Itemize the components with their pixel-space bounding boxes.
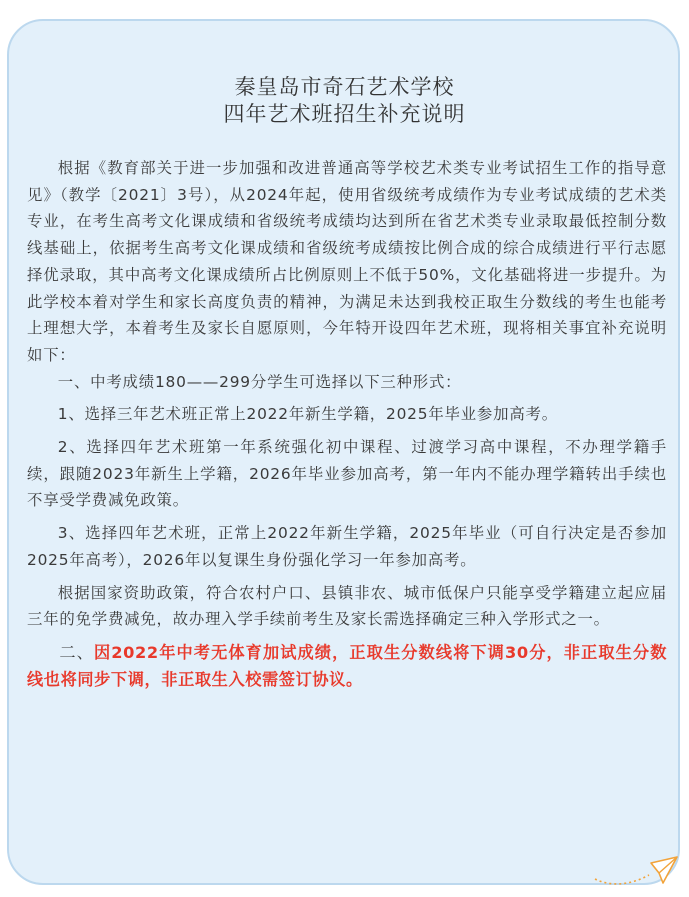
section-2-paragraph — [27, 639, 667, 693]
option-item-2: 2、选择四年艺术班第一年系统强化初中课程、过渡学习高中课程，不办理学籍手续，跟随2023年新生上学籍，2026年毕业参加高考，第一年内不能办理学籍转出手续也不享受学费减免政策。 — [27, 438, 667, 510]
intro-paragraph: 根据《教育部关于进一步加强和改进普通高等学校艺术类专业考试招生工作的指导意见》（教学〔2021〕3号），从2024年起，使用省级统考成绩作为专业考试成绩的艺术类专业，在考生高考文化课成绩和省级统考成绩均达到所在省艺术类专业录取最低控制分数线基础上，依据考生高考文化课成绩和省级统考成绩按比例合成的综合成绩进行平行志愿择优录取，其中高考文化课成绩所占比例原则上不低于50%，文化基础将进一步提升。为此学校本着对学生和家长高度负责的精神，为满足未达到我校正取生分数线的考生也能考上理想大学，本着考生及家长自愿原则，今年特开设四年艺术班，现将相关事宜补充说明如下： — [27, 159, 667, 364]
document-title: 四年艺术班招生补充说明 — [223, 102, 466, 126]
section-2-highlight: 因2022年中考无体育加试成绩，正取生分数线将下调30分，非正取生分数线也将同步下调，非正取生入校需签订协议。 — [27, 642, 667, 689]
section-2-prefix: 二、 — [59, 642, 94, 662]
policy-note-paragraph: 根据国家资助政策，符合农村户口、县镇非农、城市低保户只能享受学籍建立起应届三年的免学费减免，故办理入学手续前考生及家长需选择确定三种入学形式之一。 — [27, 583, 667, 629]
paper-plane-icon — [591, 849, 681, 889]
option-item-1: 1、选择三年艺术班正常上2022年新生学籍，2025年毕业参加高考。 — [57, 405, 558, 424]
section-1-heading: 一、中考成绩180——299分学生可选择以下三种形式： — [57, 372, 462, 391]
document-body — [27, 155, 667, 693]
option-item-3: 3、选择四年艺术班，正常上2022年新生学籍，2025年毕业（可自行决定是否参加2025年高考），2026年以复课生身份强化学习一年参加高考。 — [27, 524, 667, 569]
school-name-title: 秦皇岛市奇石艺术学校 — [234, 75, 455, 99]
